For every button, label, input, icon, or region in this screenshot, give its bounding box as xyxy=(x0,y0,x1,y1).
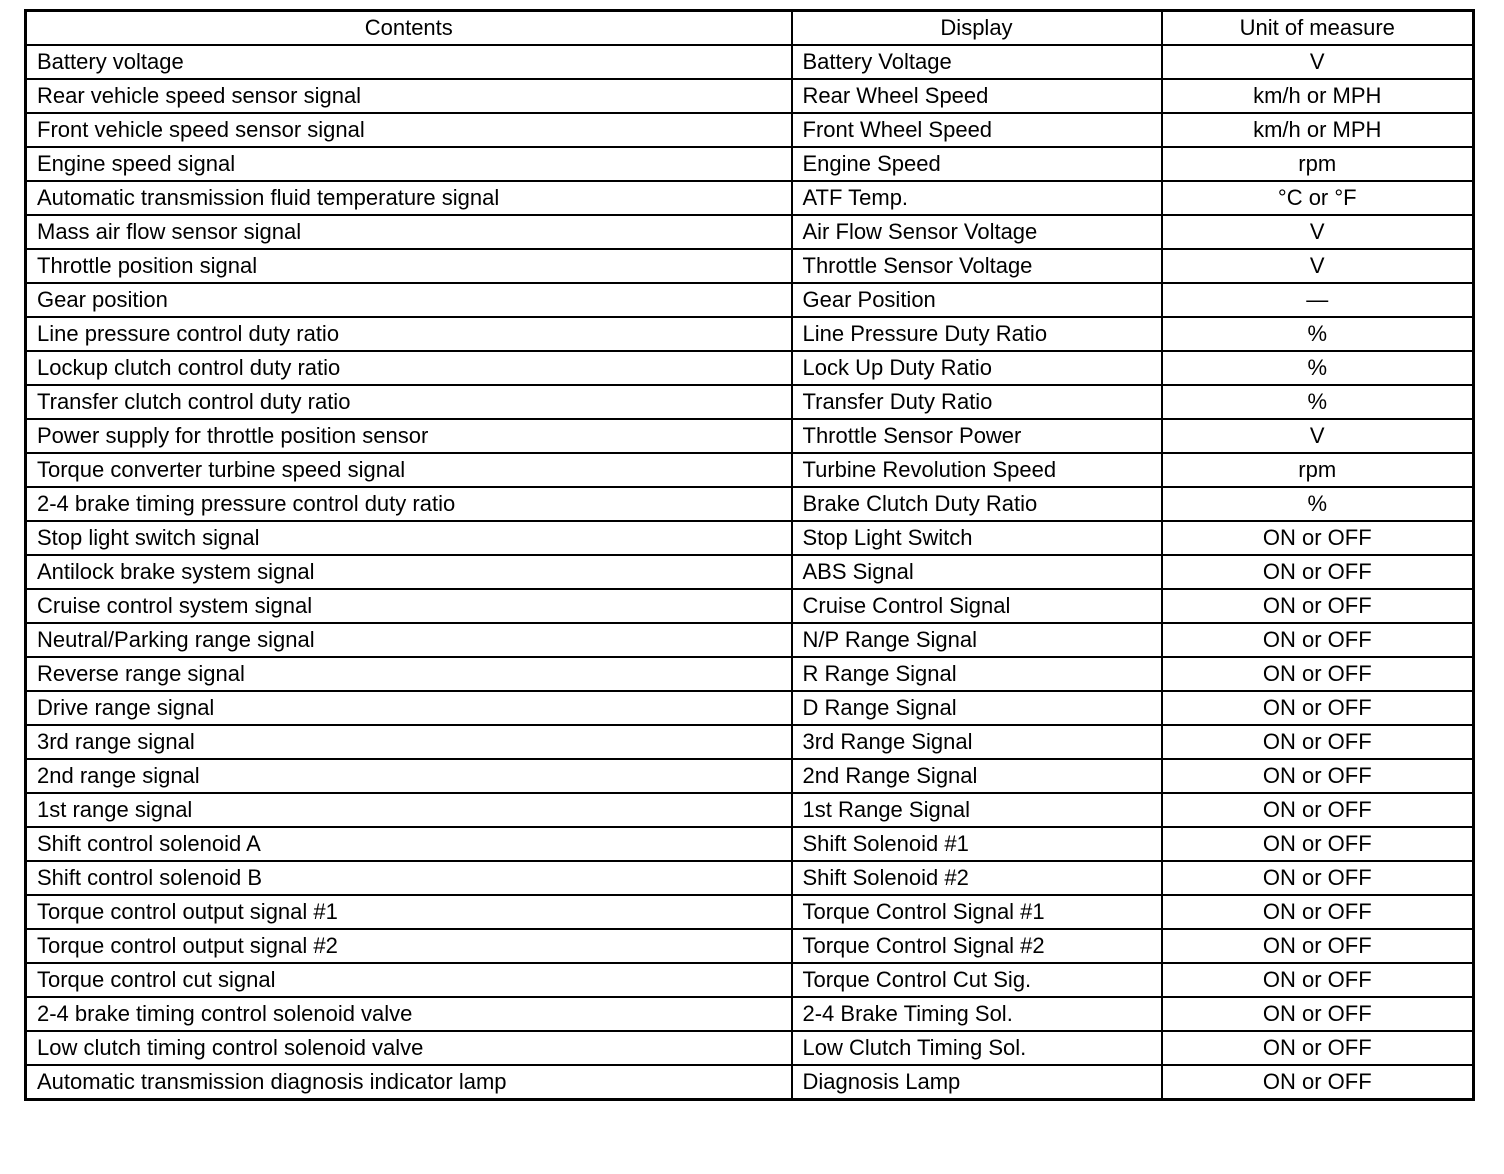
cell-unit: % xyxy=(1162,317,1474,351)
cell-display: ATF Temp. xyxy=(792,181,1162,215)
cell-display: N/P Range Signal xyxy=(792,623,1162,657)
cell-contents: 2nd range signal xyxy=(26,759,792,793)
cell-contents: Torque converter turbine speed signal xyxy=(26,453,792,487)
header-contents: Contents xyxy=(26,11,792,46)
cell-contents: Torque control output signal #1 xyxy=(26,895,792,929)
cell-contents: Rear vehicle speed sensor signal xyxy=(26,79,792,113)
cell-display: 2-4 Brake Timing Sol. xyxy=(792,997,1162,1031)
cell-contents: Lockup clutch control duty ratio xyxy=(26,351,792,385)
cell-contents: Engine speed signal xyxy=(26,147,792,181)
cell-unit: ON or OFF xyxy=(1162,1065,1474,1100)
table-row xyxy=(26,79,1474,113)
table-row xyxy=(26,215,1474,249)
table-row xyxy=(26,1065,1474,1100)
cell-contents: Front vehicle speed sensor signal xyxy=(26,113,792,147)
table-row xyxy=(26,759,1474,793)
cell-display: ABS Signal xyxy=(792,555,1162,589)
cell-display: Rear Wheel Speed xyxy=(792,79,1162,113)
cell-display: Diagnosis Lamp xyxy=(792,1065,1162,1100)
cell-display: Stop Light Switch xyxy=(792,521,1162,555)
cell-display: 2nd Range Signal xyxy=(792,759,1162,793)
cell-unit: ON or OFF xyxy=(1162,895,1474,929)
cell-contents: Stop light switch signal xyxy=(26,521,792,555)
cell-display: Battery Voltage xyxy=(792,45,1162,79)
table-row xyxy=(26,249,1474,283)
cell-unit: rpm xyxy=(1162,147,1474,181)
cell-contents: Transfer clutch control duty ratio xyxy=(26,385,792,419)
table-row xyxy=(26,521,1474,555)
table-row xyxy=(26,793,1474,827)
table-row xyxy=(26,351,1474,385)
cell-contents: Gear position xyxy=(26,283,792,317)
cell-unit: ON or OFF xyxy=(1162,657,1474,691)
cell-display: Transfer Duty Ratio xyxy=(792,385,1162,419)
cell-display: Throttle Sensor Power xyxy=(792,419,1162,453)
table-body xyxy=(26,45,1474,1100)
cell-contents: Torque control output signal #2 xyxy=(26,929,792,963)
cell-unit: V xyxy=(1162,419,1474,453)
cell-unit: % xyxy=(1162,351,1474,385)
cell-unit: ON or OFF xyxy=(1162,1031,1474,1065)
header-unit: Unit of measure xyxy=(1162,11,1474,46)
cell-display: Turbine Revolution Speed xyxy=(792,453,1162,487)
table-row xyxy=(26,181,1474,215)
cell-unit: ON or OFF xyxy=(1162,725,1474,759)
cell-display: Engine Speed xyxy=(792,147,1162,181)
cell-display: Torque Control Signal #2 xyxy=(792,929,1162,963)
cell-display: Low Clutch Timing Sol. xyxy=(792,1031,1162,1065)
table-row xyxy=(26,997,1474,1031)
cell-unit: ON or OFF xyxy=(1162,555,1474,589)
cell-contents: Power supply for throttle position sensor xyxy=(26,419,792,453)
cell-display: D Range Signal xyxy=(792,691,1162,725)
header-row xyxy=(26,11,1474,46)
cell-contents: Mass air flow sensor signal xyxy=(26,215,792,249)
cell-unit: % xyxy=(1162,385,1474,419)
cell-unit: % xyxy=(1162,487,1474,521)
cell-unit: ON or OFF xyxy=(1162,589,1474,623)
cell-contents: Low clutch timing control solenoid valve xyxy=(26,1031,792,1065)
table-row xyxy=(26,963,1474,997)
table-row xyxy=(26,147,1474,181)
cell-unit: ON or OFF xyxy=(1162,997,1474,1031)
table-row xyxy=(26,419,1474,453)
cell-contents: Antilock brake system signal xyxy=(26,555,792,589)
cell-display: R Range Signal xyxy=(792,657,1162,691)
cell-contents: Line pressure control duty ratio xyxy=(26,317,792,351)
cell-unit: ON or OFF xyxy=(1162,827,1474,861)
table-row xyxy=(26,861,1474,895)
table-row xyxy=(26,589,1474,623)
table-row xyxy=(26,691,1474,725)
table-row xyxy=(26,725,1474,759)
cell-display: Cruise Control Signal xyxy=(792,589,1162,623)
table-row xyxy=(26,895,1474,929)
cell-unit: ON or OFF xyxy=(1162,861,1474,895)
cell-contents: Battery voltage xyxy=(26,45,792,79)
table-row xyxy=(26,827,1474,861)
cell-unit: rpm xyxy=(1162,453,1474,487)
table-row xyxy=(26,487,1474,521)
cell-display: Air Flow Sensor Voltage xyxy=(792,215,1162,249)
cell-display: Torque Control Cut Sig. xyxy=(792,963,1162,997)
cell-contents: Neutral/Parking range signal xyxy=(26,623,792,657)
table-row xyxy=(26,283,1474,317)
cell-display: Shift Solenoid #2 xyxy=(792,861,1162,895)
table-row xyxy=(26,657,1474,691)
table-row xyxy=(26,453,1474,487)
cell-unit: ON or OFF xyxy=(1162,759,1474,793)
cell-unit: V xyxy=(1162,215,1474,249)
table-row xyxy=(26,623,1474,657)
cell-unit: km/h or MPH xyxy=(1162,79,1474,113)
cell-contents: Drive range signal xyxy=(26,691,792,725)
cell-unit: V xyxy=(1162,45,1474,79)
cell-unit: °C or °F xyxy=(1162,181,1474,215)
cell-contents: Automatic transmission diagnosis indicator lamp xyxy=(26,1065,792,1100)
cell-display: Front Wheel Speed xyxy=(792,113,1162,147)
table-row xyxy=(26,385,1474,419)
cell-contents: 3rd range signal xyxy=(26,725,792,759)
table-header xyxy=(26,11,1474,46)
cell-contents: Shift control solenoid B xyxy=(26,861,792,895)
cell-display: 3rd Range Signal xyxy=(792,725,1162,759)
cell-unit: — xyxy=(1162,283,1474,317)
data-table xyxy=(24,9,1475,1101)
table-row xyxy=(26,317,1474,351)
cell-contents: Shift control solenoid A xyxy=(26,827,792,861)
cell-display: 1st Range Signal xyxy=(792,793,1162,827)
table-row xyxy=(26,555,1474,589)
cell-contents: 2-4 brake timing pressure control duty ratio xyxy=(26,487,792,521)
cell-display: Brake Clutch Duty Ratio xyxy=(792,487,1162,521)
cell-contents: Reverse range signal xyxy=(26,657,792,691)
cell-unit: ON or OFF xyxy=(1162,521,1474,555)
cell-unit: ON or OFF xyxy=(1162,963,1474,997)
cell-contents: Automatic transmission fluid temperature signal xyxy=(26,181,792,215)
header-display: Display xyxy=(792,11,1162,46)
cell-display: Torque Control Signal #1 xyxy=(792,895,1162,929)
cell-contents: Cruise control system signal xyxy=(26,589,792,623)
cell-display: Throttle Sensor Voltage xyxy=(792,249,1162,283)
cell-unit: ON or OFF xyxy=(1162,793,1474,827)
cell-unit: ON or OFF xyxy=(1162,691,1474,725)
cell-contents: 2-4 brake timing control solenoid valve xyxy=(26,997,792,1031)
table-row xyxy=(26,1031,1474,1065)
cell-display: Gear Position xyxy=(792,283,1162,317)
cell-display: Line Pressure Duty Ratio xyxy=(792,317,1162,351)
table-row xyxy=(26,929,1474,963)
cell-contents: Throttle position signal xyxy=(26,249,792,283)
cell-unit: km/h or MPH xyxy=(1162,113,1474,147)
cell-unit: ON or OFF xyxy=(1162,623,1474,657)
table-row xyxy=(26,45,1474,79)
cell-contents: 1st range signal xyxy=(26,793,792,827)
cell-unit: ON or OFF xyxy=(1162,929,1474,963)
table-row xyxy=(26,113,1474,147)
cell-display: Shift Solenoid #1 xyxy=(792,827,1162,861)
cell-display: Lock Up Duty Ratio xyxy=(792,351,1162,385)
cell-unit: V xyxy=(1162,249,1474,283)
cell-contents: Torque control cut signal xyxy=(26,963,792,997)
